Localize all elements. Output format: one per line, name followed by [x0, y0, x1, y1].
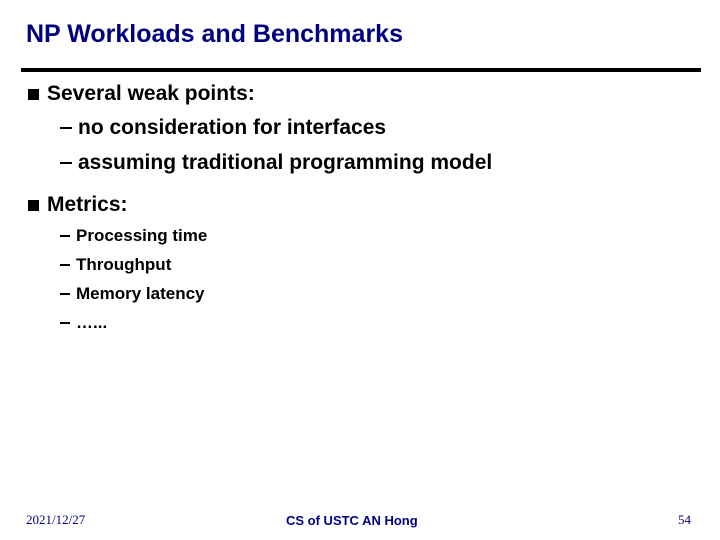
dash-bullet-icon — [60, 127, 72, 129]
sub-bullet-item — [60, 226, 207, 246]
sub-bullet-text: assuming traditional programming model — [78, 151, 493, 174]
footer-author: CS of USTC AN Hong — [286, 513, 418, 528]
title-divider — [21, 68, 701, 72]
bullet-item — [28, 82, 255, 106]
bullet-text: Several weak points: — [47, 82, 255, 105]
sub-bullet-text: Processing time — [76, 226, 208, 245]
bullet-item — [28, 193, 128, 217]
page-number: 54 — [678, 512, 691, 527]
square-bullet-icon — [28, 200, 39, 211]
sub-bullet-text: no consideration for interfaces — [78, 116, 387, 139]
sub-bullet-text: Throughput — [76, 255, 172, 274]
dash-bullet-icon — [60, 293, 70, 295]
sub-bullet-item — [60, 151, 492, 175]
slide-title: NP Workloads and Benchmarks — [26, 20, 403, 48]
sub-bullet-text: …... — [76, 313, 108, 332]
dash-bullet-icon — [60, 322, 70, 324]
sub-bullet-item — [60, 116, 386, 140]
square-bullet-icon — [28, 89, 39, 100]
footer-date: 2021/12/27 — [26, 512, 86, 527]
sub-bullet-item — [60, 313, 107, 333]
dash-bullet-icon — [60, 162, 72, 164]
sub-bullet-text: Memory latency — [76, 284, 205, 303]
sub-bullet-item — [60, 255, 171, 275]
dash-bullet-icon — [60, 264, 70, 266]
sub-bullet-item — [60, 284, 205, 304]
bullet-text: Metrics: — [47, 193, 128, 216]
dash-bullet-icon — [60, 235, 70, 237]
